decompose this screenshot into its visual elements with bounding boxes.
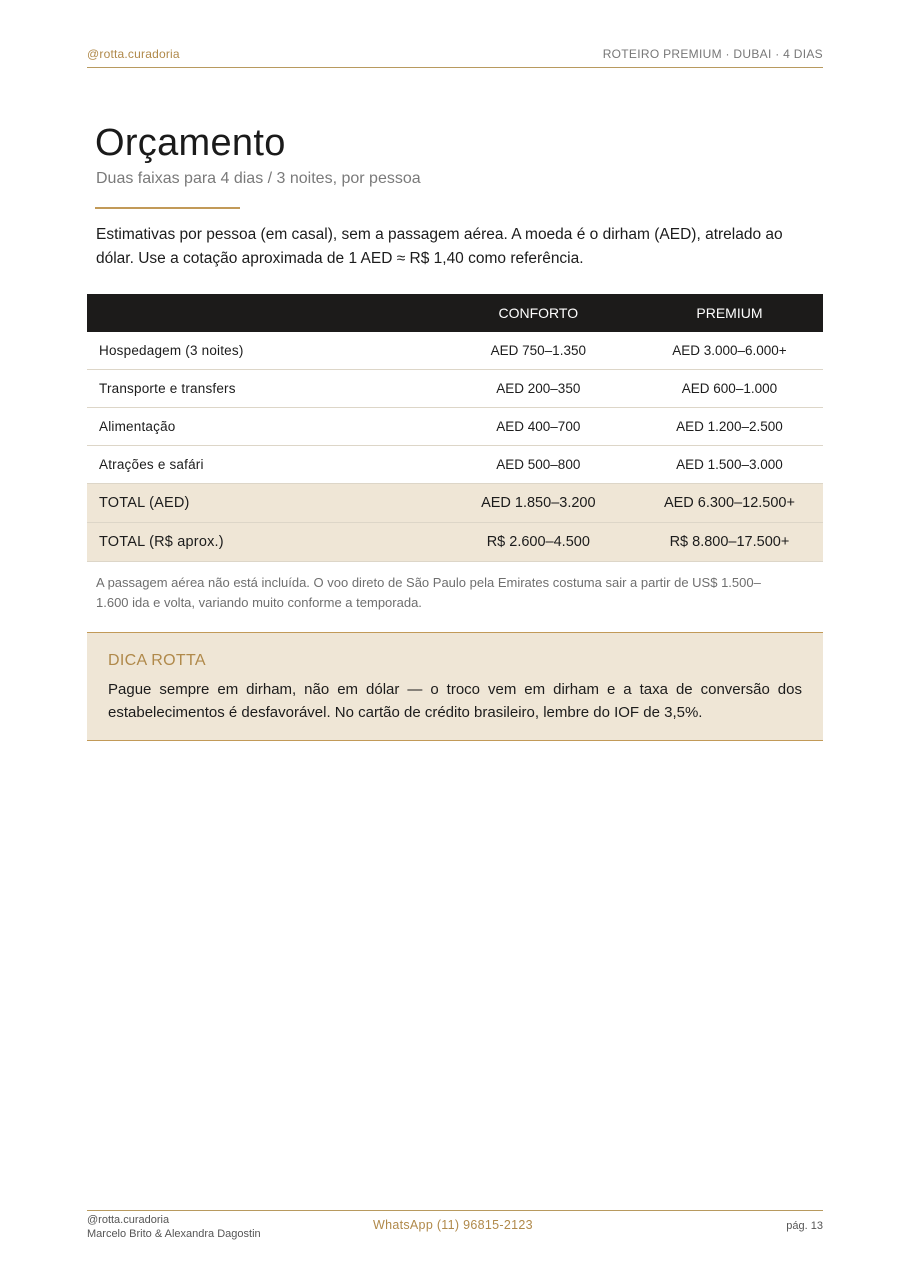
row-premium: AED 1.500–3.000 <box>636 446 823 484</box>
footer-whatsapp-link[interactable]: WhatsApp (11) 96815-2123 <box>373 1218 533 1232</box>
tip-callout <box>87 632 823 741</box>
header-cell-conforto: CONFORTO <box>441 294 636 332</box>
header-cell-item <box>87 294 441 332</box>
tip-title: DICA ROTTA <box>108 652 206 669</box>
header-doc-title: ROTEIRO PREMIUM · DUBAI · 4 DIAS <box>602 47 823 61</box>
row-conforto: AED 500–800 <box>441 446 636 484</box>
row-premium: AED 1.200–2.500 <box>636 408 823 446</box>
row-conforto: AED 200–350 <box>441 370 636 408</box>
total-premium: R$ 8.800–17.500+ <box>636 523 823 562</box>
total-conforto: R$ 2.600–4.500 <box>441 523 636 562</box>
page-header <box>87 45 823 68</box>
total-row-aed <box>87 484 823 523</box>
tip-body: Pague sempre em dirham, não em dólar — o troco vem em dirham e a taxa de conversão dos estabelecimentos é desfavorável. No cartão de crédito brasileiro, lembre do IOF de 3,5%. <box>108 681 802 721</box>
total-item: TOTAL (R$ aprox.) <box>87 523 441 562</box>
row-conforto: AED 750–1.350 <box>441 332 636 370</box>
section-title: Orçamento <box>95 122 286 164</box>
title-divider <box>95 207 240 209</box>
header-brand: @rotta.curadoria <box>87 47 180 61</box>
footer-brand: @rotta.curadoria <box>87 1214 170 1226</box>
table-row <box>87 370 823 408</box>
row-item: Atrações e safári <box>87 446 441 484</box>
row-premium: AED 3.000–6.000+ <box>636 332 823 370</box>
total-conforto: AED 1.850–3.200 <box>441 484 636 523</box>
total-premium: AED 6.300–12.500+ <box>636 484 823 523</box>
row-conforto: AED 400–700 <box>441 408 636 446</box>
intro-paragraph: Estimativas por pessoa (em casal), sem a passagem aérea. A moeda é o dirham (AED), atrelado ao dólar. Use a cotação aproximada de 1 AED ≈ R$ 1,40 como referência. <box>96 226 783 267</box>
header-cell-premium: PREMIUM <box>636 294 823 332</box>
row-item: Transporte e transfers <box>87 370 441 408</box>
row-premium: AED 600–1.000 <box>636 370 823 408</box>
budget-table <box>87 294 823 562</box>
section-subtitle: Duas faixas para 4 dias / 3 noites, por pessoa <box>96 170 421 187</box>
row-item: Hospedagem (3 noites) <box>87 332 441 370</box>
table-header-row <box>87 294 823 332</box>
page-number: pág. 13 <box>786 1220 823 1232</box>
footer-authors: Marcelo Brito & Alexandra Dagostin <box>87 1228 261 1240</box>
table-row <box>87 408 823 446</box>
table-row <box>87 446 823 484</box>
page-footer <box>87 1210 823 1251</box>
total-item: TOTAL (AED) <box>87 484 441 523</box>
row-item: Alimentação <box>87 408 441 446</box>
table-row <box>87 332 823 370</box>
total-row-brl <box>87 523 823 562</box>
table-footnote: A passagem aérea não está incluída. O voo direto de São Paulo pela Emirates costuma sair a partir de US$ 1.500–1.600 ida e volta, variando muito conforme a temporada. <box>96 575 761 610</box>
